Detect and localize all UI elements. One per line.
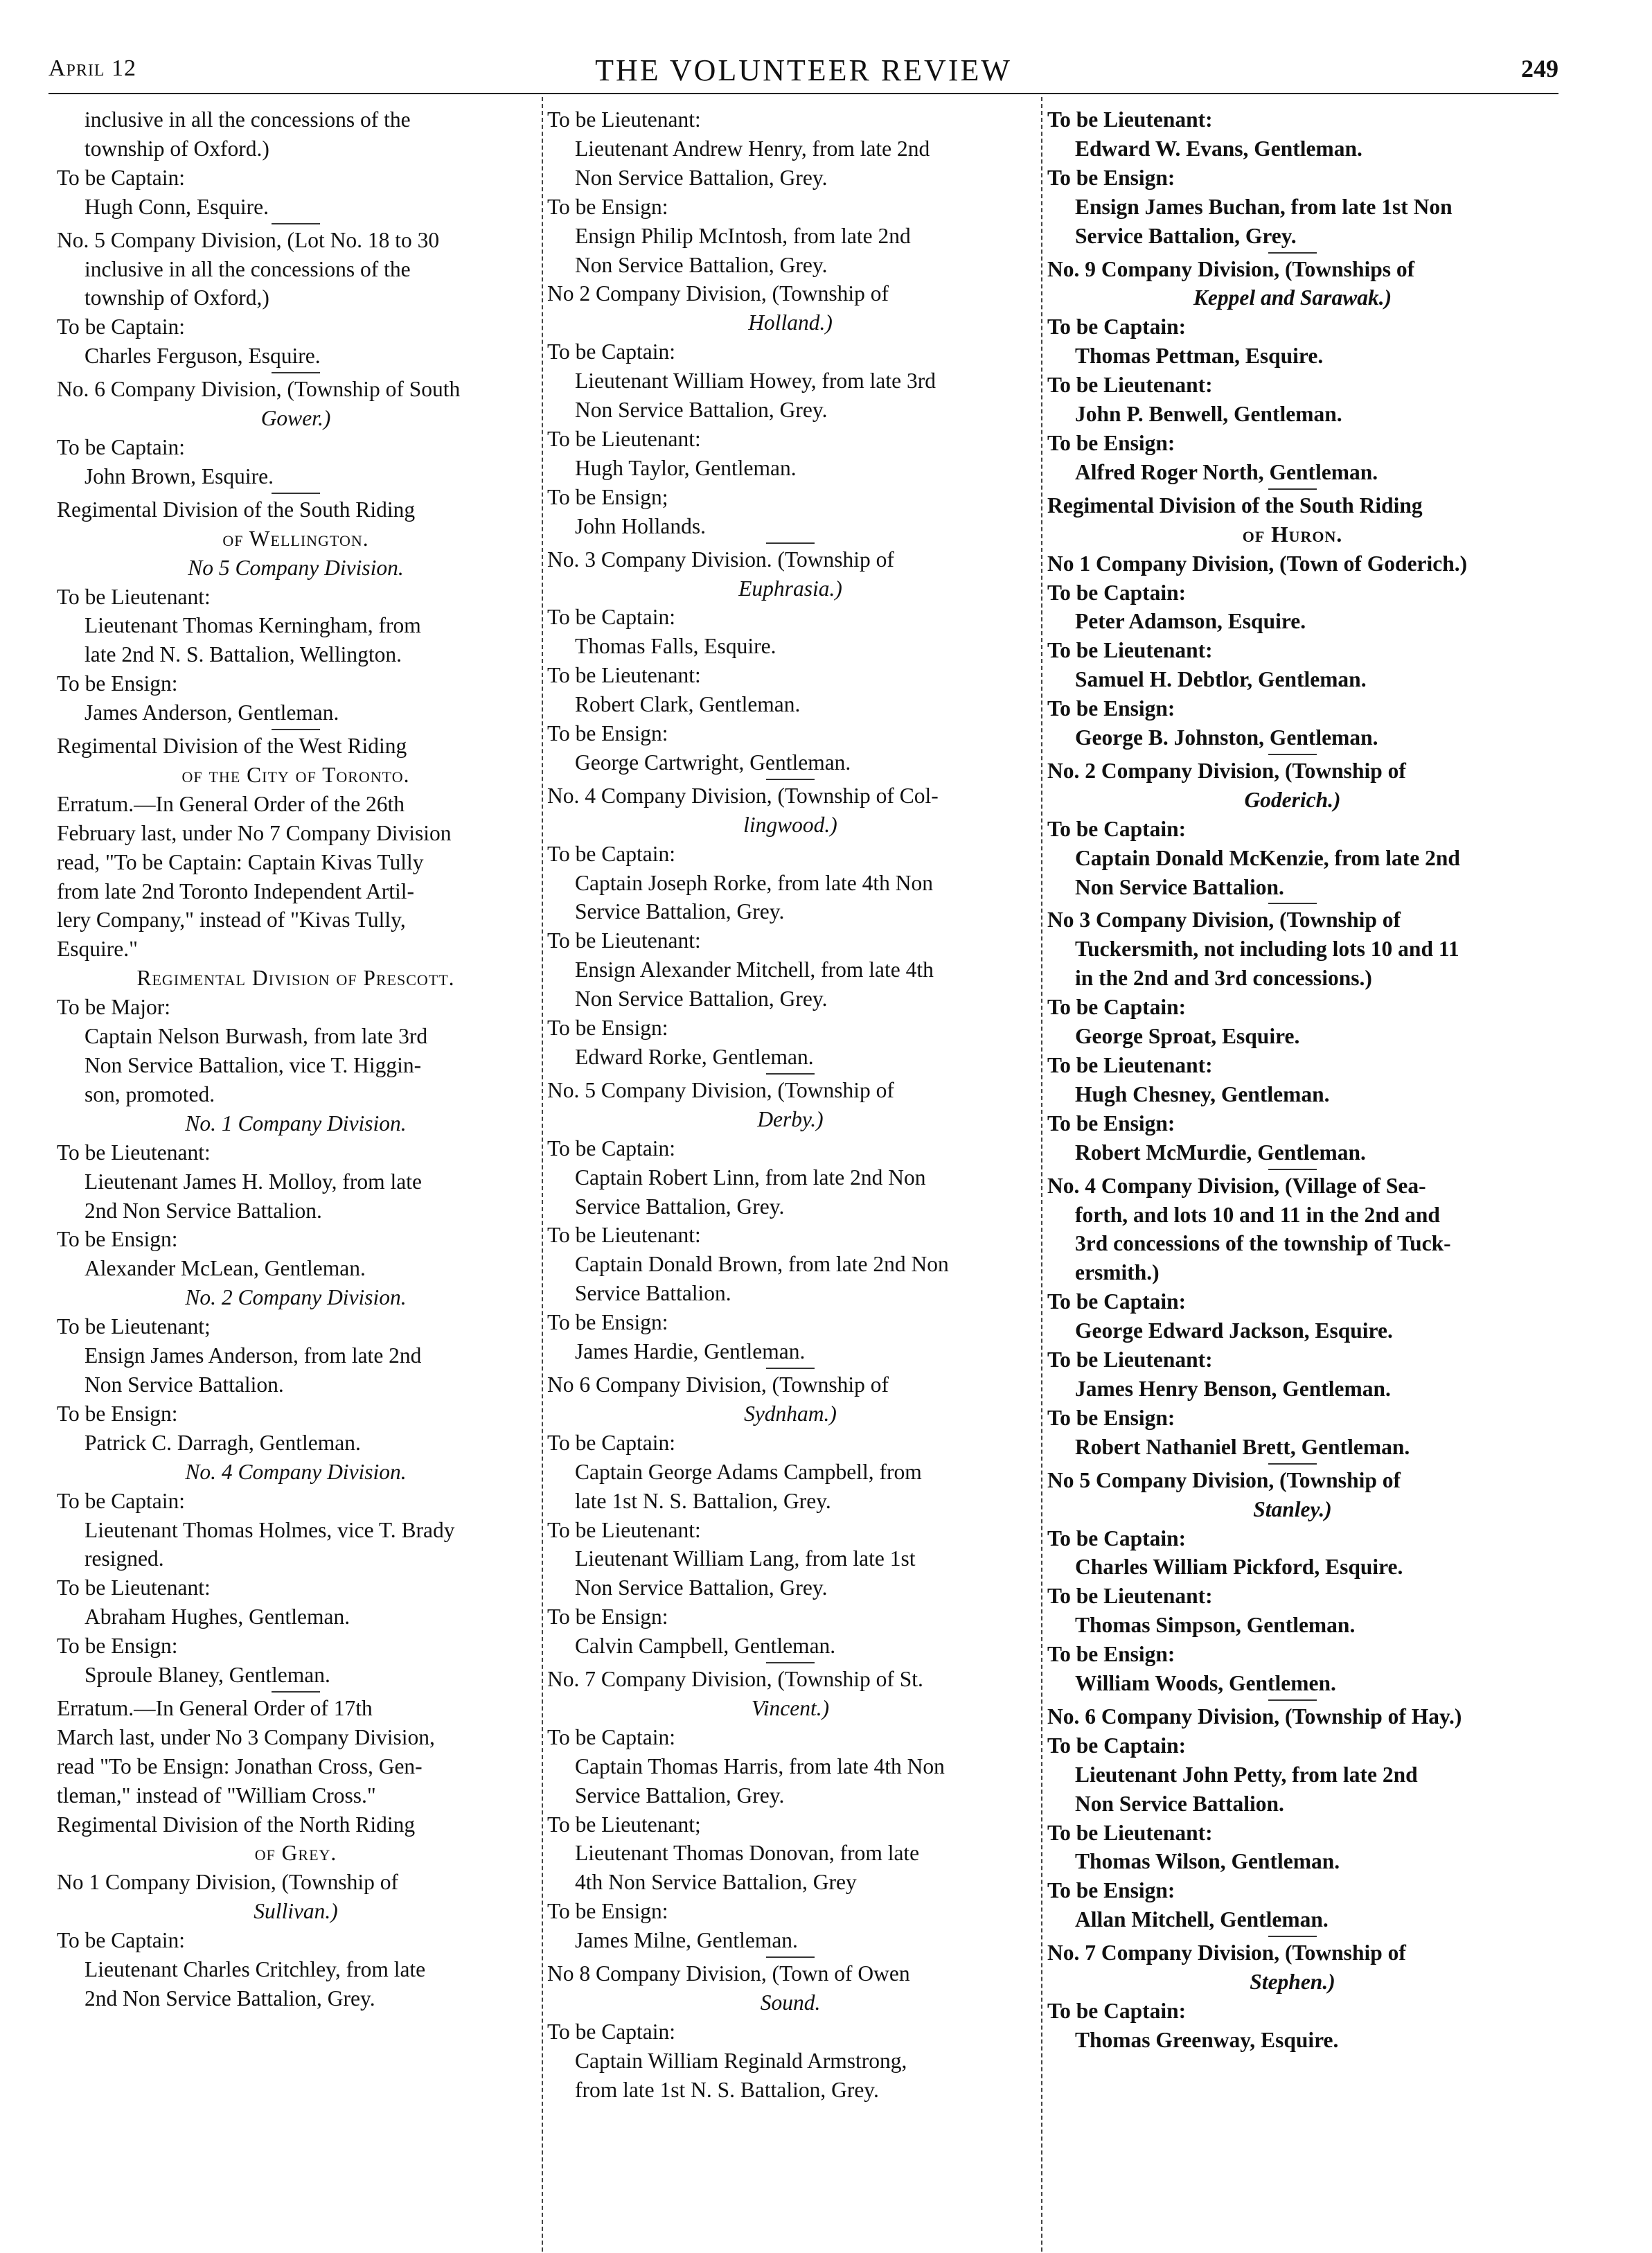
appointment-line: Lieutenant James H. Molloy, from late: [85, 1169, 422, 1194]
appointment-line: Hugh Chesney, Gentleman.: [1075, 1081, 1330, 1106]
appointment-line: Ensign Philip McIntosh, from late 2nd: [575, 223, 911, 248]
column-divider-1: [542, 97, 543, 2252]
appointment-line: son, promoted.: [85, 1081, 215, 1106]
text-line: To be Ensign:: [57, 671, 178, 696]
appointment-line: Thomas Falls, Esquire.: [575, 634, 776, 659]
text-line: To be Lieutenant:: [1047, 1053, 1213, 1077]
division-subtitle-line: Holland.): [748, 310, 833, 335]
appointment-line: inclusive in all the concessions of the: [85, 107, 411, 132]
appointment-line: John P. Benwell, Gentleman.: [1075, 402, 1342, 427]
appointment-line: Service Battalion, Grey.: [575, 899, 785, 924]
section-rule: [1268, 252, 1317, 254]
text-line: To be Lieutenant:: [57, 1140, 211, 1165]
appointment-line: Thomas Pettman, Esquire.: [1075, 344, 1324, 369]
section-rule: [766, 1368, 815, 1369]
regimental-heading-line: of the City of Toronto.: [181, 762, 410, 787]
text-line: To be Lieutenant:: [1047, 1584, 1213, 1609]
appointment-line: Non Service Battalion.: [1075, 1791, 1284, 1816]
appointment-line: Non Service Battalion, Grey.: [575, 398, 828, 423]
appointment-line: Robert Clark, Gentleman.: [575, 692, 801, 717]
text-line: Regimental Division of the South Riding: [1047, 493, 1423, 518]
appointment-line: Captain Nelson Burwash, from late 3rd: [85, 1024, 428, 1049]
appointment-line: Charles Ferguson, Esquire.: [85, 344, 321, 369]
text-line: To be Ensign:: [547, 1310, 668, 1335]
appointment-line: Ensign James Anderson, from late 2nd: [85, 1343, 422, 1368]
text-line: To be Lieutenant:: [547, 663, 701, 688]
text-line: No 5 Company Division, (Township of: [1047, 1467, 1401, 1492]
text-line: To be Captain:: [1047, 1289, 1187, 1314]
appointment-line: Captain George Adams Campbell, from: [575, 1459, 922, 1484]
appointment-line: George B. Johnston, Gentleman.: [1075, 725, 1378, 750]
appointment-line: Robert Nathaniel Brett, Gentleman.: [1075, 1434, 1410, 1459]
section-rule: [766, 1956, 815, 1958]
section-rule: [1268, 754, 1317, 755]
text-line: To be Ensign:: [547, 1016, 668, 1041]
appointment-line: Lieutenant Thomas Kerningham, from: [85, 613, 421, 638]
division-subtitle-line: Stanley.): [1253, 1496, 1332, 1521]
regimental-heading-line: of Wellington.: [222, 526, 369, 551]
text-line: No 1 Company Division, (Town of Goderich.): [1047, 551, 1468, 576]
appointment-line: Service Battalion, Grey.: [575, 1783, 785, 1808]
text-line: No. 3 Company Division. (Township of: [547, 547, 894, 572]
text-line: No. 6 Company Division, (Township of South: [57, 377, 461, 402]
appointment-line: James Milne, Gentleman.: [575, 1928, 798, 1953]
text-line: To be Major:: [57, 995, 171, 1020]
text-line: To be Ensign:: [1047, 1111, 1175, 1136]
section-rule: [1268, 1936, 1317, 1937]
section-rule: [1268, 1699, 1317, 1701]
text-line: No 3 Company Division, (Township of: [1047, 908, 1401, 933]
appointment-line: Non Service Battalion.: [1075, 874, 1284, 899]
division-subtitle-line: Sydnham.): [744, 1401, 837, 1426]
appointment-line: 3rd concessions of the township of Tuck-: [1075, 1231, 1451, 1256]
text-line: No. 9 Company Division, (Townships of: [1047, 256, 1415, 281]
text-line: To be Lieutenant:: [1047, 638, 1213, 663]
appointment-line: Patrick C. Darragh, Gentleman.: [85, 1430, 361, 1455]
appointment-line: Lieutenant William Lang, from late 1st: [575, 1546, 916, 1571]
section-rule: [272, 493, 320, 494]
text-line: To be Ensign:: [1047, 1878, 1175, 1903]
text-line: Regimental Division of the South Riding: [57, 497, 416, 522]
appointment-line: Thomas Wilson, Gentleman.: [1075, 1849, 1340, 1874]
text-line: tleman," instead of "William Cross.": [57, 1783, 376, 1808]
publication-title: THE VOLUNTEER REVIEW: [595, 53, 1012, 87]
text-line: No 2 Company Division, (Township of: [547, 281, 889, 306]
appointment-line: Samuel H. Debtlor, Gentleman.: [1075, 667, 1367, 692]
appointment-line: Lieutenant Thomas Donovan, from late: [575, 1841, 920, 1866]
text-line: To be Captain:: [547, 2019, 676, 2044]
division-subtitle-line: No. 2 Company Division.: [185, 1285, 407, 1310]
appointment-line: Hugh Taylor, Gentleman.: [575, 455, 797, 480]
text-line: To be Ensign:: [1047, 430, 1175, 455]
appointment-line: Charles William Pickford, Esquire.: [1075, 1555, 1403, 1580]
appointment-line: John Brown, Esquire.: [85, 463, 274, 488]
text-line: To be Captain:: [57, 315, 186, 339]
division-subtitle-line: Sullivan.): [254, 1899, 338, 1924]
appointment-line: Tuckersmith, not including lots 10 and 11: [1075, 937, 1459, 962]
text-line: To be Lieutenant:: [1047, 1348, 1213, 1372]
text-line: To be Captain:: [1047, 995, 1187, 1020]
text-line: To be Ensign:: [547, 721, 668, 746]
text-line: To be Ensign:: [547, 1899, 668, 1924]
appointment-line: Captain William Reginald Armstrong,: [575, 2048, 907, 2073]
appointment-line: Hugh Conn, Esquire.: [85, 194, 269, 219]
text-line: To be Ensign:: [1047, 1405, 1175, 1430]
appointment-line: ersmith.): [1075, 1260, 1160, 1285]
text-line: To be Lieutenant:: [547, 928, 701, 953]
division-subtitle-line: No 5 Company Division.: [188, 555, 404, 580]
appointment-line: Lieutenant William Howey, from late 3rd: [575, 369, 936, 394]
appointment-line: Captain Donald McKenzie, from late 2nd: [1075, 845, 1460, 870]
section-rule: [272, 372, 320, 373]
appointment-line: township of Oxford.): [85, 136, 269, 161]
text-line: To be Captain:: [1047, 1999, 1187, 2023]
text-line: To be Lieutenant;: [547, 1812, 701, 1837]
text-line: March last, under No 3 Company Division,: [57, 1724, 435, 1749]
appointment-line: 4th Non Service Battalion, Grey: [575, 1870, 857, 1895]
text-line: To be Ensign:: [57, 1401, 178, 1426]
text-line: To be Lieutenant:: [1047, 373, 1213, 398]
text-line: read, "To be Captain: Captain Kivas Tully: [57, 849, 424, 874]
column-divider-2: [1041, 97, 1042, 2252]
text-line: To be Captain:: [1047, 816, 1187, 841]
appointment-line: John Hollands.: [575, 513, 706, 538]
regimental-heading-line: of Grey.: [254, 1841, 337, 1866]
appointment-line: Captain Robert Linn, from late 2nd Non: [575, 1165, 926, 1190]
section-rule: [1268, 1463, 1317, 1465]
section-rule: [1268, 488, 1317, 490]
text-line: To be Lieutenant:: [1047, 1820, 1213, 1845]
text-line: To be Captain:: [547, 1136, 676, 1160]
text-line: from late 2nd Toronto Independent Artil-: [57, 878, 414, 903]
appointment-line: forth, and lots 10 and 11 in the 2nd and: [1075, 1202, 1440, 1227]
appointment-line: Sproule Blaney, Gentleman.: [85, 1663, 330, 1688]
division-subtitle-line: No. 4 Company Division.: [185, 1459, 407, 1484]
text-line: To be Captain:: [57, 1488, 186, 1513]
text-line: To be Ensign:: [1047, 696, 1175, 721]
division-subtitle-line: Stephen.): [1250, 1970, 1335, 1995]
appointment-line: Alexander McLean, Gentleman.: [85, 1256, 366, 1281]
division-subtitle-line: Derby.): [757, 1106, 824, 1131]
text-line: No. 4 Company Division, (Village of Sea-: [1047, 1173, 1426, 1198]
appointment-line: Robert McMurdie, Gentleman.: [1075, 1140, 1366, 1165]
appointment-line: Calvin Campbell, Gentleman.: [575, 1634, 836, 1659]
appointment-line: from late 1st N. S. Battalion, Grey.: [575, 2077, 879, 2102]
text-line: Regimental Division of the North Riding: [57, 1812, 416, 1837]
page-number: 249: [1521, 55, 1558, 82]
text-line: No. 2 Company Division, (Township of: [1047, 758, 1406, 783]
section-rule: [1268, 1169, 1317, 1170]
appointment-line: Non Service Battalion.: [85, 1372, 284, 1397]
text-line: To be Lieutenant:: [57, 1575, 211, 1600]
appointment-line: late 1st N. S. Battalion, Grey.: [575, 1488, 831, 1513]
appointment-line: Service Battalion.: [575, 1281, 731, 1306]
appointment-line: Captain Joseph Rorke, from late 4th Non: [575, 870, 934, 895]
text-line: To be Captain:: [57, 165, 186, 190]
text-line: No 1 Company Division, (Township of: [57, 1870, 399, 1895]
section-rule: [272, 223, 320, 224]
text-line: No. 6 Company Division, (Township of Hay.): [1047, 1704, 1462, 1729]
appointment-line: Alfred Roger North, Gentleman.: [1075, 459, 1378, 484]
appointment-line: Non Service Battalion, Grey.: [575, 252, 828, 277]
appointment-line: inclusive in all the concessions of the: [85, 256, 411, 281]
text-line: To be Captain:: [1047, 580, 1187, 605]
text-line: To be Captain:: [1047, 1526, 1187, 1550]
appointment-line: Abraham Hughes, Gentleman.: [85, 1605, 350, 1629]
section-rule: [272, 1691, 320, 1693]
text-line: No 6 Company Division, (Township of: [547, 1372, 889, 1397]
text-line: To be Captain:: [547, 605, 676, 630]
text-line: To be Ensign;: [547, 484, 668, 509]
text-line: February last, under No 7 Company Division: [57, 820, 452, 845]
division-subtitle-line: No. 1 Company Division.: [185, 1111, 407, 1136]
appointment-line: township of Oxford,): [85, 285, 269, 310]
text-line: No 8 Company Division, (Town of Owen: [547, 1961, 910, 1986]
text-line: To be Lieutenant:: [547, 426, 701, 451]
text-line: To be Ensign:: [547, 194, 668, 219]
appointment-line: Thomas Simpson, Gentleman.: [1075, 1613, 1356, 1638]
appointment-line: Lieutenant John Petty, from late 2nd: [1075, 1762, 1418, 1787]
appointment-line: James Henry Benson, Gentleman.: [1075, 1376, 1391, 1401]
text-line: To be Captain:: [547, 339, 676, 364]
text-line: To be Lieutenant:: [547, 1517, 701, 1542]
appointment-line: Captain Donald Brown, from late 2nd Non: [575, 1252, 949, 1277]
division-subtitle-line: Sound.: [760, 1990, 821, 2015]
text-line: Regimental Division of the West Riding: [57, 734, 407, 759]
section-rule: [766, 542, 815, 544]
division-subtitle-line: Euphrasia.): [738, 576, 842, 601]
text-line: No. 7 Company Division, (Township of: [1047, 1941, 1406, 1965]
section-rule: [766, 1662, 815, 1663]
appointment-line: 2nd Non Service Battalion.: [85, 1198, 322, 1223]
division-subtitle-line: Vincent.): [751, 1695, 830, 1720]
text-line: To be Captain:: [57, 1928, 186, 1953]
text-line: To be Lieutenant;: [57, 1314, 211, 1339]
appointment-line: James Hardie, Gentleman.: [575, 1339, 806, 1364]
issue-date: April 12: [48, 55, 137, 81]
appointment-line: Edward Rorke, Gentleman.: [575, 1045, 814, 1069]
appointment-line: George Cartwright, Gentleman.: [575, 750, 851, 775]
appointment-line: Non Service Battalion, Grey.: [575, 1575, 828, 1600]
text-line: read "To be Ensign: Jonathan Cross, Gen-: [57, 1753, 423, 1778]
appointment-line: Service Battalion, Grey.: [1075, 223, 1297, 248]
appointment-line: George Sproat, Esquire.: [1075, 1024, 1300, 1049]
appointment-line: in the 2nd and 3rd concessions.): [1075, 966, 1372, 991]
header-rule: [48, 93, 1558, 94]
appointment-line: Lieutenant Charles Critchley, from late: [85, 1957, 426, 1982]
appointment-line: Non Service Battalion, vice T. Higgin-: [85, 1053, 422, 1077]
text-column-2: [547, 105, 1033, 2225]
appointment-line: Non Service Battalion, Grey.: [575, 987, 828, 1011]
text-line: To be Captain:: [547, 1724, 676, 1749]
text-line: Esquire.": [57, 937, 138, 962]
text-line: To be Captain:: [1047, 315, 1187, 339]
section-rule: [1268, 903, 1317, 904]
section-rule: [766, 1073, 815, 1075]
appointment-line: late 2nd N. S. Battalion, Wellington.: [85, 642, 402, 667]
text-line: To be Lieutenant:: [547, 1223, 701, 1248]
appointment-line: Edward W. Evans, Gentleman.: [1075, 136, 1362, 161]
appointment-line: Service Battalion, Grey.: [575, 1194, 785, 1219]
appointment-line: Thomas Greenway, Esquire.: [1075, 2027, 1339, 2052]
text-line: No. 5 Company Division, (Township of: [547, 1077, 894, 1102]
appointment-line: resigned.: [85, 1546, 164, 1571]
text-line: To be Captain:: [57, 434, 186, 459]
text-line: No. 7 Company Division, (Township of St.: [547, 1667, 923, 1692]
appointment-line: Lieutenant Andrew Henry, from late 2nd: [575, 136, 930, 161]
text-line: To be Ensign:: [547, 1605, 668, 1629]
division-subtitle-line: Keppel and Sarawak.): [1193, 285, 1392, 310]
text-line: To be Captain:: [1047, 1733, 1187, 1758]
section-rule: [272, 729, 320, 730]
division-subtitle-line: Goderich.): [1244, 787, 1341, 812]
appointment-line: William Woods, Gentlemen.: [1075, 1671, 1336, 1696]
text-line: No. 5 Company Division, (Lot No. 18 to 30: [57, 227, 440, 252]
appointment-line: Ensign James Buchan, from late 1st Non: [1075, 194, 1453, 219]
section-rule: [766, 779, 815, 780]
text-line: To be Ensign:: [57, 1634, 178, 1659]
division-subtitle-line: Gower.): [260, 406, 331, 431]
appointment-line: Peter Adamson, Esquire.: [1075, 609, 1306, 634]
appointment-line: Lieutenant Thomas Holmes, vice T. Brady: [85, 1517, 455, 1542]
text-line: Erratum.—In General Order of the 26th: [57, 791, 405, 816]
text-line: To be Lieutenant:: [57, 584, 211, 609]
division-subtitle-line: lingwood.): [743, 812, 837, 837]
appointment-line: Allan Mitchell, Gentleman.: [1075, 1907, 1329, 1932]
regimental-heading-line: Regimental Division of Prescott.: [136, 966, 455, 991]
text-line: To be Lieutenant:: [547, 107, 701, 132]
appointment-line: Non Service Battalion, Grey.: [575, 165, 828, 190]
appointment-line: 2nd Non Service Battalion, Grey.: [85, 1986, 375, 2011]
text-line: To be Captain:: [547, 841, 676, 866]
appointment-line: James Anderson, Gentleman.: [85, 700, 339, 725]
text-line: To be Ensign:: [1047, 165, 1175, 190]
text-line: To be Ensign:: [57, 1227, 178, 1252]
text-column-1: [57, 105, 535, 2225]
page-header: [48, 43, 1558, 91]
text-line: To be Ensign:: [1047, 1642, 1175, 1667]
appointment-line: Ensign Alexander Mitchell, from late 4th: [575, 957, 934, 982]
text-line: To be Captain:: [547, 1430, 676, 1455]
text-line: No. 4 Company Division, (Township of Col-: [547, 783, 939, 808]
appointment-line: Captain Thomas Harris, from late 4th Non: [575, 1753, 945, 1778]
text-line: Erratum.—In General Order of 17th: [57, 1695, 373, 1720]
text-line: To be Lieutenant:: [1047, 107, 1213, 132]
text-line: lery Company," instead of "Kivas Tully,: [57, 908, 406, 933]
text-column-3: [1047, 105, 1538, 2225]
appointment-line: George Edward Jackson, Esquire.: [1075, 1318, 1393, 1343]
regimental-heading-line: of Huron.: [1242, 522, 1343, 547]
